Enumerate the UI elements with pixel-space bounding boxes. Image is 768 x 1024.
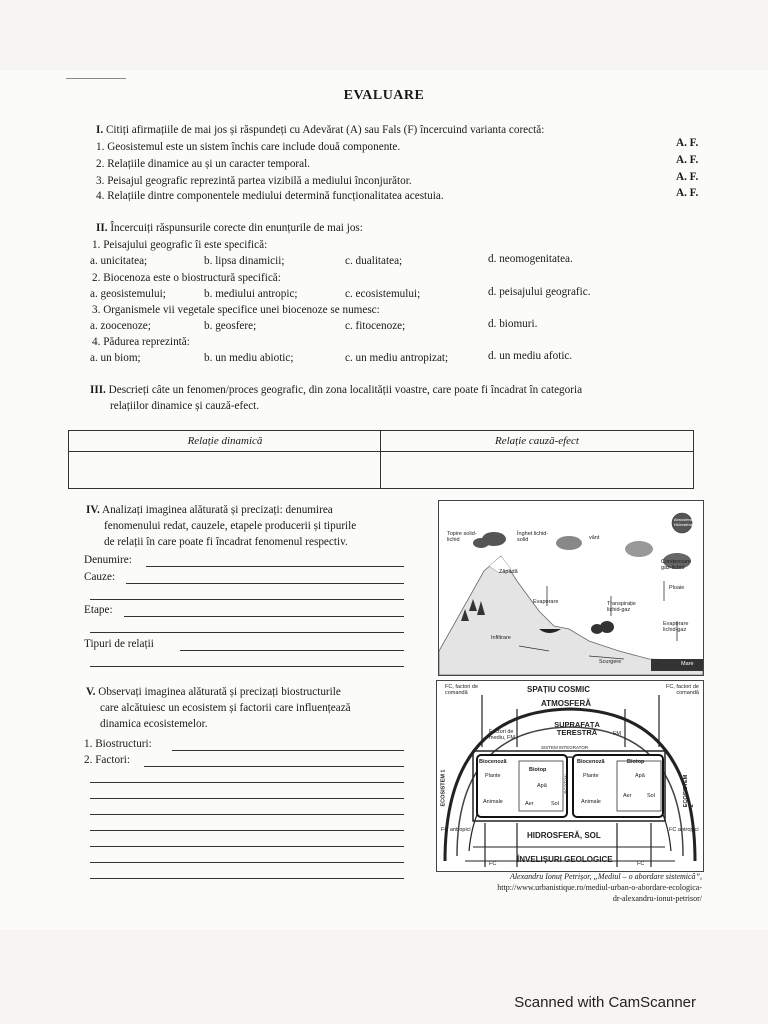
- label-infiltrare: Infiltrare: [491, 635, 511, 641]
- s2-q4-option-d[interactable]: d. un mediu afotic.: [488, 350, 573, 362]
- s2-question-3: 3. Organismele vii vegetale specifice unei biocenoze se numesc:: [92, 304, 380, 316]
- label-fc-bottom-right: FC: [637, 861, 645, 867]
- answer-line-cauze[interactable]: [126, 583, 404, 584]
- s2-q2-option-d[interactable]: d. peisajului geografic.: [488, 286, 591, 298]
- figure-caption-url: http://www.urbanistique.ro/mediul-urban-o-abordare-ecologica-: [497, 883, 702, 892]
- label-mare: Mare: [681, 661, 694, 667]
- section-4-intro-cont: de relații în care poate fi încadrat fenomenul respectiv.: [104, 536, 348, 548]
- s2-question-4: 4. Pădurea reprezintă:: [92, 336, 190, 348]
- s1-answer-3[interactable]: A. F.: [676, 171, 699, 183]
- label-suprafata-terestra: SUPRAFAȚA TERESTRĂ: [554, 720, 600, 737]
- ecosystem-drawing: [437, 681, 703, 871]
- s2-q1-option-d[interactable]: d. neomogenitatea.: [488, 253, 573, 265]
- s1-answer-2[interactable]: A. F.: [676, 154, 699, 166]
- ecosystem-diagram: [436, 680, 704, 872]
- label-condensare: Condensare gaz-lichid: [661, 559, 691, 571]
- s1-answer-1[interactable]: A. F.: [676, 137, 699, 149]
- label-vant: vânt: [589, 535, 600, 541]
- label-plante-1: Plante: [485, 773, 501, 779]
- label-evaporare: Evaporare: [533, 599, 559, 605]
- badge-atmosfera: Atmosfera Hidrosfera: [673, 517, 693, 527]
- page-title: EVALUARE: [343, 88, 425, 103]
- label-plante-2: Plante: [583, 773, 599, 779]
- section-4-intro: IV. Analizați imaginea alăturată și precizați: denumirea: [86, 504, 333, 516]
- label-biostructuri: 1. Biostructuri:: [84, 738, 152, 750]
- relations-table: [68, 430, 694, 489]
- s2-q1-option-c[interactable]: c. dualitatea;: [345, 255, 403, 267]
- answer-line-factori[interactable]: [144, 766, 404, 767]
- section-5-intro-cont: care alcătuiesc un ecosistem și factorii care influențează: [100, 702, 351, 714]
- table-divider: [69, 451, 693, 452]
- label-atmosfera: ATMOSFERĂ: [541, 699, 592, 708]
- label-ecosistem-1: ECOSISTEM 1: [440, 769, 447, 807]
- label-biotop-1: Biotop: [529, 767, 547, 773]
- s2-q4-option-a[interactable]: a. un biom;: [90, 352, 141, 364]
- answer-line-tipuri-2[interactable]: [90, 666, 404, 667]
- water-cycle-drawing: [439, 501, 703, 675]
- s2-q3-option-b[interactable]: b. geosfere;: [204, 320, 257, 332]
- s2-q4-option-b[interactable]: b. un mediu abiotic;: [204, 352, 294, 364]
- table-header-cause-effect: Relație cauză-efect: [495, 435, 579, 447]
- s2-q2-option-a[interactable]: a. geosistemului;: [90, 288, 166, 300]
- s2-question-1: 1. Peisajului geografic îi este specifică:: [92, 239, 268, 251]
- answer-line[interactable]: [90, 862, 404, 863]
- label-inghet: Înghet lichid-solid: [517, 531, 549, 543]
- s2-q3-option-a[interactable]: a. zoocenoze;: [90, 320, 151, 332]
- label-evaporare-2: Evaporare lichid-gaz: [663, 621, 689, 633]
- s2-q1-option-b[interactable]: b. lipsa dinamicii;: [204, 255, 285, 267]
- label-sol-1: Sol: [551, 801, 559, 807]
- label-fc-left: FC, factori de comandă: [445, 684, 479, 696]
- label-ecoton: ECOTON: [563, 774, 569, 794]
- scanner-watermark: Scanned with CamScanner: [514, 994, 696, 1011]
- figure-caption-url-cont: dr-alexandru-ionut-petrisor/: [612, 894, 702, 903]
- water-cycle-figure: [438, 500, 704, 676]
- answer-line[interactable]: [90, 846, 404, 847]
- s2-question-2: 2. Biocenoza este o biostructură specifică:: [92, 272, 281, 284]
- label-tipuri-relatii: Tipuri de relații: [84, 638, 154, 650]
- label-ecosistem-2: ECOSISTEM 2: [683, 774, 696, 808]
- answer-line[interactable]: [90, 878, 404, 879]
- label-etape: Etape:: [84, 604, 113, 616]
- s2-q1-option-a[interactable]: a. unicitatea;: [90, 255, 148, 267]
- s2-q3-option-d[interactable]: d. biomuri.: [488, 318, 538, 330]
- label-fm: FM: [613, 731, 621, 737]
- answer-line[interactable]: [90, 782, 404, 783]
- table-divider: [380, 431, 381, 488]
- s2-q4-option-c[interactable]: c. un mediu antropizat;: [345, 352, 449, 364]
- label-apa-1: Apă: [537, 783, 547, 789]
- label-factori-mediu: Factori de mediu, FM: [489, 729, 515, 741]
- s1-item-3: 3. Peisajul geografic reprezintă partea vizibilă a mediului înconjurător.: [96, 175, 412, 187]
- answer-line[interactable]: [90, 798, 404, 799]
- answer-line-cauze-2[interactable]: [90, 599, 404, 600]
- label-transpiratie: Transpirație lichid-gaz: [607, 601, 636, 613]
- section-2-intro: II. Încercuiți răspunsurile corecte din enunțurile de mai jos:: [96, 222, 363, 234]
- table-cell-dynamic[interactable]: [71, 453, 377, 486]
- label-biotop-2: Biotop: [627, 759, 645, 765]
- table-cell-cause-effect[interactable]: [383, 453, 689, 486]
- table-header-dynamic: Relație dinamică: [187, 435, 263, 447]
- label-fc-right: FC, factori de comandă: [665, 684, 699, 696]
- label-topire: Topire solid-lichid: [447, 531, 477, 543]
- section-4-intro-cont: fenomenului redat, cauzele, etapele producerii și tipurile: [104, 520, 357, 532]
- answer-line[interactable]: [90, 814, 404, 815]
- label-aer-1: Aer: [525, 801, 534, 807]
- label-animale-2: Animale: [581, 799, 601, 805]
- section-3-intro: III. Descrieți câte un fenomen/proces geografic, din zona localității voastre, care poate fi încadrat în categoria: [90, 384, 583, 396]
- label-fc-bottom-left: FC: [489, 861, 497, 867]
- label-fc-antropici-left: FC antropici: [441, 827, 471, 833]
- label-biocenoza-2: Biocenoză: [577, 759, 605, 765]
- section-5-intro: V. Observați imaginea alăturată și precizați biostructurile: [86, 686, 341, 698]
- s1-item-1: 1. Geosistemul este un sistem închis care include două componente.: [96, 141, 401, 153]
- figure-caption-author: Alexandru Ionuț Petrișor, „Mediul – o abordare sistemică”,: [509, 872, 702, 881]
- answer-line[interactable]: [90, 830, 404, 831]
- s1-answer-4[interactable]: A. F.: [676, 187, 699, 199]
- label-scurgere: Scurgere: [599, 659, 622, 665]
- section-3-intro-cont: relațiilor dinamice și cauză-efect.: [110, 400, 260, 412]
- label-fc-antropici-right: FC antropici: [669, 827, 699, 833]
- label-animale-1: Animale: [483, 799, 503, 805]
- label-cauze: Cauze:: [84, 571, 116, 583]
- label-spatiu-cosmic: SPAȚIU COSMIC: [527, 685, 590, 694]
- s1-item-2: 2. Relațiile dinamice au și un caracter temporal.: [96, 158, 311, 170]
- label-sol-2: Sol: [647, 793, 655, 799]
- label-invelisuri-geologice: ÎNVELIȘURI GEOLOGICE: [517, 855, 613, 864]
- s1-item-4: 4. Relațiile dintre componentele mediului determină funcționalitatea acestuia.: [96, 190, 444, 202]
- label-sistem-integrator: SISTEM INTEGRATOR: [541, 745, 589, 750]
- label-apa-2: Apă: [635, 773, 645, 779]
- s2-q2-option-b[interactable]: b. mediului antropic;: [204, 288, 298, 300]
- s2-q2-option-c[interactable]: c. ecosistemului;: [345, 288, 421, 300]
- label-denumire: Denumire:: [84, 554, 132, 566]
- label-zapada: Zăpadă: [499, 569, 518, 575]
- answer-line-etape[interactable]: [124, 616, 404, 617]
- answer-line-denumire[interactable]: [146, 566, 404, 567]
- section-5-intro-cont: dinamica ecosistemelor.: [100, 718, 208, 730]
- label-aer-2: Aer: [623, 793, 632, 799]
- s2-q3-option-c[interactable]: c. fitocenoze;: [345, 320, 406, 332]
- label-biocenoza-1: Biocenoză: [479, 759, 507, 765]
- label-ploaie: Ploaie: [669, 585, 685, 591]
- section-1-intro: I. Citiți afirmațiile de mai jos și răspundeți cu Adevărat (A) sau Fals (F) încercuind varianta corectă:: [96, 124, 545, 136]
- label-hidrosfera-sol: HIDROSFERĂ, SOL: [527, 831, 601, 840]
- label-factori: 2. Factori:: [84, 754, 130, 766]
- answer-line-tipuri[interactable]: [180, 650, 404, 651]
- divider: [66, 78, 126, 79]
- answer-line-biostructuri[interactable]: [172, 750, 404, 751]
- answer-line-etape-2[interactable]: [90, 632, 404, 633]
